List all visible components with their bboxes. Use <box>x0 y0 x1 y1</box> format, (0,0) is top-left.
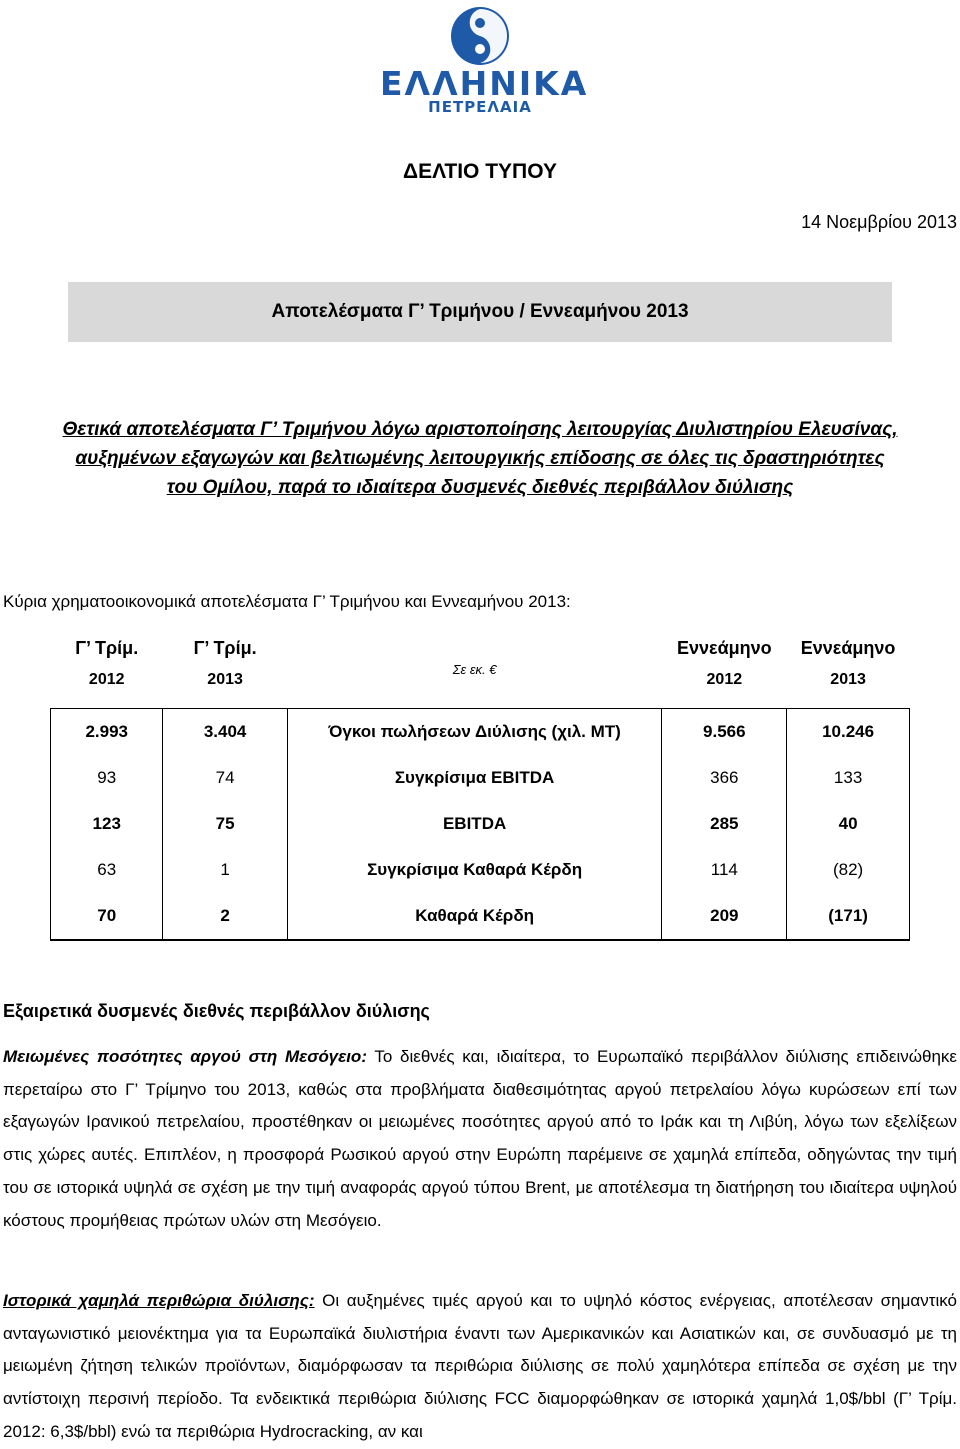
table-cell: 1 <box>163 847 287 893</box>
table-cell: 123 <box>51 801 163 847</box>
paragraph-refining-margins <box>3 1285 957 1449</box>
section-heading: Εξαιρετικά δυσμενές διεθνές περιβάλλον διύλισης <box>3 1001 430 1021</box>
table-cell: 209 <box>662 893 787 940</box>
table-cell: 2.993 <box>51 709 163 756</box>
table-cell: 70 <box>51 893 163 940</box>
table-intro: Κύρια χρηματοοικονομικά αποτελέσματα Γ’ Τριμήνου και Εννεαμήνου 2013: <box>3 592 571 611</box>
results-table <box>50 630 910 941</box>
paragraph-lead: Ιστορικά χαμηλά περιθώρια διύλισης: <box>3 1291 315 1310</box>
paragraph-crude-supply <box>3 1041 957 1237</box>
table-cell: Καθαρά Κέρδη <box>287 893 662 940</box>
paragraph-lead: Μειωμένες ποσότητες αργού στη Μεσόγειο: <box>3 1047 367 1066</box>
table-cell: 75 <box>163 801 287 847</box>
results-banner <box>68 282 892 342</box>
table-header-row <box>51 630 910 709</box>
table-cell: 285 <box>662 801 787 847</box>
table-cell: Συγκρίσιμα Καθαρά Κέρδη <box>287 847 662 893</box>
company-logo <box>380 6 589 116</box>
table-row <box>51 755 910 801</box>
table-row <box>51 847 910 893</box>
table-cell: 366 <box>662 755 787 801</box>
header-q3-2013: Γ’ Τρίμ. 2013 <box>193 638 257 688</box>
table-cell: (82) <box>787 847 910 893</box>
header-unit: Σε εκ. € <box>452 661 497 677</box>
paragraph-body: Το διεθνές και, ιδιαίτερα, το Ευρωπαϊκό περιβάλλον διύλισης επιδεινώθηκε περεταίρω στο Γ’ Τρίμηνο του 2013, καθώς στα προβλήματα διαθεσιμότητας αργού πετρελαίου λόγω κυρώσεων επί των εξαγωγών Ιρανικού πετρελαίου, προστέθηκαν οι μειωμένες ποσότητες αργού από το Ιράκ και τη Λιβύη, λόγω των εξελίξεων στις χώρες αυτές. Επιπλέον, η προσφορά Ρωσικού αργού στην Ευρώπη παρέμεινε σε χαμηλά επίπεδα, οδηγώντας την τιμή του σε ιστορικά υψηλά σε σχέση με την τιμή αναφοράς αργού τύπου Brent, με αποτέλεσμα τη διατήρηση του ιδιαίτερα υψηλού κόστους προμήθειας πρώτων υλών στη Μεσόγειο. <box>3 1047 957 1230</box>
headline-subtitle: Θετικά αποτελέσματα Γ’ Τριμήνου λόγω αριστοποίησης λειτουργίας Διυλιστηρίου Ελευσίνας, αυξημένων εξαγωγών και βελτιωμένης λειτουργικής επίδοσης σε όλες τις δραστηριότητες του Ομίλου, παρά το ιδιαίτερα δυσμενές διεθνές περιβάλλον διύλισης <box>62 419 898 498</box>
header-9m-2013: Εννεάμηνο 2013 <box>800 638 896 688</box>
release-date: 14 Νοεμβρίου 2013 <box>801 212 957 232</box>
logo-wordmark-line2: ΠΕΤΡΕΛΑΙΑ <box>428 98 532 116</box>
logo-emblem-icon <box>380 6 580 66</box>
table-cell: 2 <box>163 893 287 940</box>
logo-wordmark-line1: ΕΛΛΗΝΙΚΑ <box>380 64 589 103</box>
table-cell: 3.404 <box>163 709 287 756</box>
table-cell: Συγκρίσιμα EBITDA <box>287 755 662 801</box>
table-cell: (171) <box>787 893 910 940</box>
press-release-title: ΔΕΛΤΙΟ ΤΥΠΟΥ <box>403 160 557 183</box>
table-row <box>51 709 910 756</box>
table-row <box>51 801 910 847</box>
table-cell: 93 <box>51 755 163 801</box>
table-cell: 10.246 <box>787 709 910 756</box>
table-cell: 63 <box>51 847 163 893</box>
paragraph-body: Οι αυξημένες τιμές αργού και το υψηλό κόστος ενέργειας, αποτέλεσαν σημαντικό ανταγωνιστικό μειονέκτημα για τα Ευρωπαϊκά διυλιστήρια έναντι των Αμερικανικών και Ασιατικών και, σε συνδυασμό με τη μειωμένη ζήτηση τελικών προϊόντων, διαμόρφωσαν τα περιθώρια διύλισης σε πολύ χαμηλότερα επίπεδα σε σχέση με την αντίστοιχη περσινή περίοδο. Τα ενδεικτικά περιθώρια διύλισης FCC διαμορφώθηκαν σε ιστορικά χαμηλά 1,0$/bbl (Γ’ Τρίμ. 2012: 6,3$/bbl) ενώ τα περιθώρια Hydrocracking, αν και <box>3 1291 957 1441</box>
table-cell: EBITDA <box>287 801 662 847</box>
table-cell: 9.566 <box>662 709 787 756</box>
table-cell: 40 <box>787 801 910 847</box>
table-cell: Όγκοι πωλήσεων Διύλισης (χιλ. ΜΤ) <box>287 709 662 756</box>
table-row <box>51 893 910 940</box>
table-cell: 74 <box>163 755 287 801</box>
table-cell: 114 <box>662 847 787 893</box>
table-cell: 133 <box>787 755 910 801</box>
banner-text: Αποτελέσματα Γ’ Τριμήνου / Εννεαμήνου 2013 <box>271 301 689 322</box>
header-9m-2012: Εννεάμηνο 2012 <box>677 638 772 688</box>
header-q3-2012: Γ’ Τρίμ. 2012 <box>75 638 139 688</box>
